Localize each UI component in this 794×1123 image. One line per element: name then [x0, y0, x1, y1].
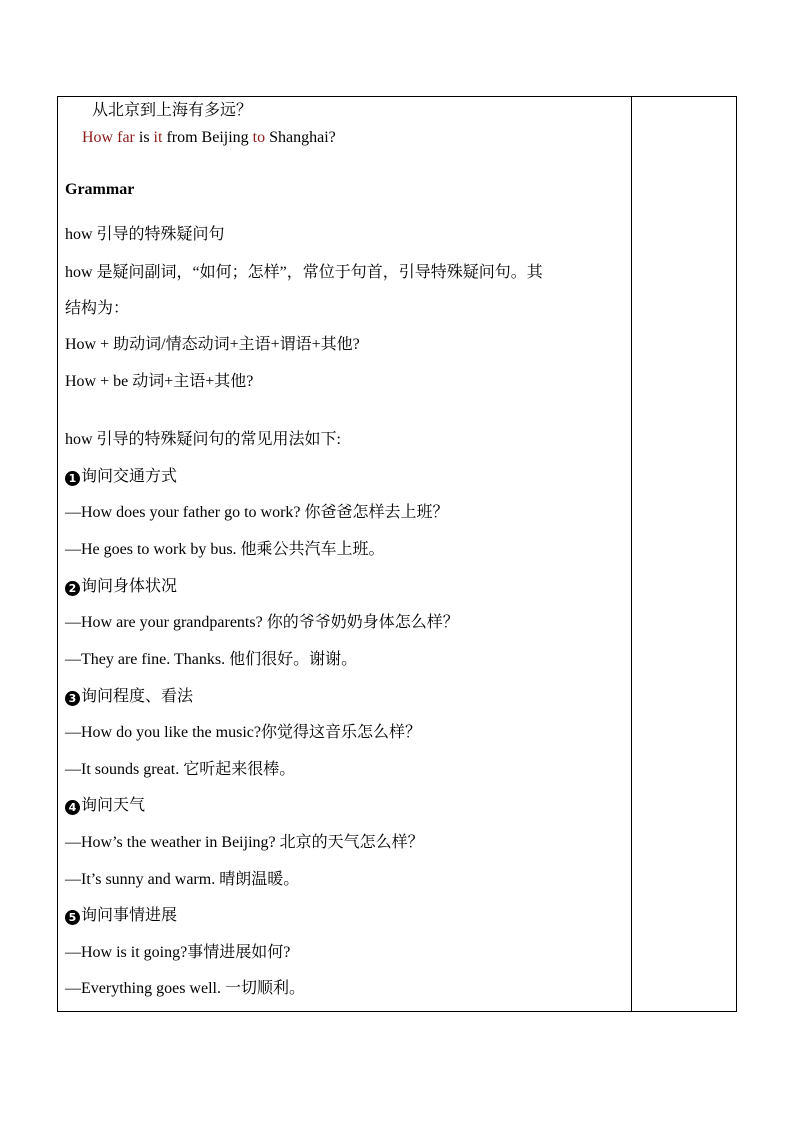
grammar-structure-2: How + be 动词+主语+其他?: [65, 373, 254, 390]
usage-question: —How do you like the music?你觉得这音乐怎么样？: [65, 724, 421, 741]
usage-answer: —It’s sunny and warm. 晴朗温暖。: [65, 871, 300, 888]
to-text: to: [252, 129, 266, 146]
usage-title: [65, 687, 193, 707]
shanghai-text: Shanghai?: [265, 129, 336, 146]
chinese-question: 从北京到上海有多远？: [92, 102, 253, 119]
grammar-description-line2: 结构为：: [65, 300, 130, 317]
number-5-icon: 5: [65, 910, 80, 925]
number-1-icon: 1: [65, 471, 80, 486]
column-divider: [631, 97, 632, 1011]
grammar-heading: Grammar: [65, 181, 135, 198]
usage-answer: —They are fine. Thanks. 他们很好。谢谢。: [65, 651, 358, 668]
usage-title-text: 询问交通方式: [81, 468, 178, 485]
number-3-icon: 3: [65, 691, 80, 706]
usage-title: [65, 906, 177, 926]
usage-question: —How are your grandparents? 你的爷爷奶奶身体怎么样？: [65, 614, 459, 631]
number-4-icon: 4: [65, 800, 80, 815]
usage-title-text: 询问天气: [81, 797, 146, 814]
usage-title: [65, 577, 177, 597]
usage-intro: how 引导的特殊疑问句的常见用法如下:: [65, 431, 342, 448]
usage-title-text: 询问事情进展: [81, 907, 178, 924]
usage-title: [65, 467, 177, 487]
grammar-description-line1: how 是疑问副词，“如何；怎样”，常位于句首，引导特殊疑问句。其: [65, 264, 543, 281]
usage-answer: —Everything goes well. 一切顺利。: [65, 980, 305, 997]
usage-title-text: 询问程度、看法: [81, 688, 194, 705]
usage-title-text: 询问身体状况: [81, 578, 178, 595]
number-2-icon: 2: [65, 581, 80, 596]
usage-question: —How is it going?事情进展如何?: [65, 944, 291, 961]
lesson-table: [57, 96, 737, 1012]
usage-answer: —He goes to work by bus. 他乘公共汽车上班。: [65, 541, 385, 558]
usage-question: —How does your father go to work? 你爸爸怎样去上班？: [65, 504, 449, 521]
usage-title: [65, 796, 145, 816]
grammar-topic: how 引导的特殊疑问句: [65, 226, 225, 243]
usage-question: —How’s the weather in Beijing? 北京的天气怎么样？: [65, 834, 424, 851]
english-question: [82, 128, 336, 148]
grammar-structure-1: How + 助动词/情态动词+主语+谓语+其他?: [65, 336, 360, 353]
how-far-text: How far: [82, 129, 135, 146]
it-text: it: [153, 129, 163, 146]
is-text: is: [134, 129, 154, 146]
from-text: from Beijing: [162, 129, 253, 146]
usage-answer: —It sounds great. 它听起来很棒。: [65, 761, 296, 778]
